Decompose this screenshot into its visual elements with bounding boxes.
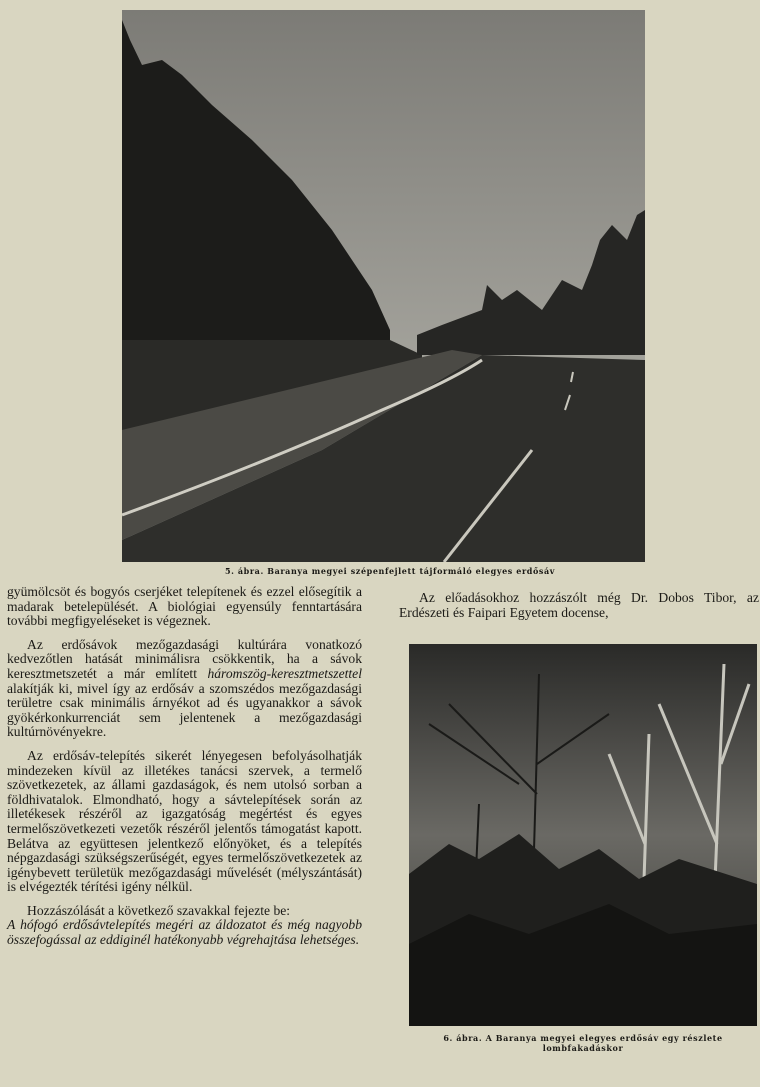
figure-6-caption: 6. ábra. A Baranya megyei elegyes erdősáv egy részlete lombfakadáskor: [443, 1033, 723, 1053]
figure-5-photo: [122, 10, 645, 562]
paragraph: gyümölcsöt és bogyós cserjéket telepítenek és ezzel elősegítik a madarak betelepülését. A biológiai egyensúly fenntartására további megfigyeléseket is végeznek.: [7, 584, 362, 629]
figure-5-caption: 5. ábra. Baranya megyei szépenfejlett tájformáló elegyes erdősáv: [224, 566, 556, 576]
figure-6-photo: [409, 644, 757, 1026]
paragraph: Hozzászólását a következő szavakkal fejezte be: A hófogó erdősávtelepítés megéri az áldozatot és még nagyobb összefogással az eddiginél hatékonyabb végrehajtása lehetséges.: [7, 902, 362, 948]
paragraph: Az előadásokhoz hozzászólt még Dr. Dobos Tibor, az Erdészeti és Faipari Egyetem docense,: [399, 590, 759, 620]
right-text-column: [399, 591, 759, 629]
paragraph: Az erdősáv-telepítés sikerét lényegesen befolyásolhatják mindezeken kívül az illetékes tanácsi szervek, a termelő szövetkezetek, az állami gazdaságok, és nem utolsó sorban a földhivatalok. Elmondható, hogy a sávtelepítések során az illetékesek részéről az igazgatóság megértést és egyes termelőszövetkezeti vezetők részéről jelentős támogatást kapott. Belátva az együttesen jelentkező előnyöket, és a telepítés népgazdasági szükségszerűségét, egyes termelőszövetkezetek az igénybevett területük mezőgazdasági művelését (mélyszántását) is elvégezték térítési igény nélkül.: [7, 747, 362, 895]
left-text-column: [7, 585, 362, 957]
paragraph: Az erdősávok mezőgazdasági kultúrára vonatkozó kedvezőtlen hatását minimálisra csökkentik, ha a sávok keresztmetszetét a már említett háromszög-keresztmetszettel alakítják ki, mivel így az erdősáv a szomszédos mezőgazdasági területre csak minimális árnyékot ad és ugyanakkor a sávok gyökérkonkurrenciát sem jelentenek a mezőgazdasági kultúrnövényekre.: [7, 636, 362, 740]
